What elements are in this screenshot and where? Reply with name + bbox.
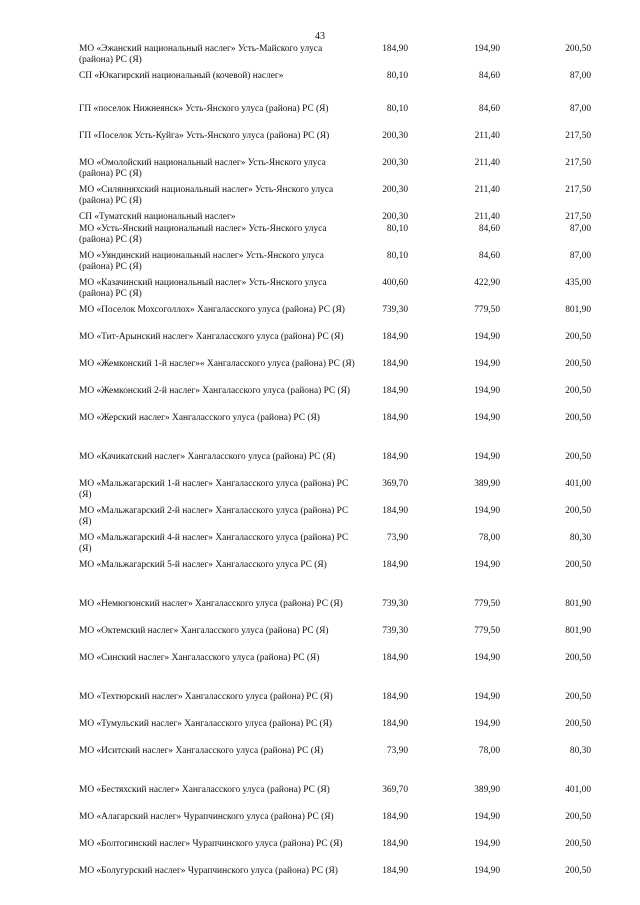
value-cell-1: 184,90 <box>382 812 408 822</box>
value-cell-3: 217,50 <box>565 158 591 168</box>
settlement-name: МО «Омолойский национальный наслег» Усть-Янского улуса (района) РС (Я) <box>79 158 326 180</box>
table-row <box>79 653 591 692</box>
settlement-name: МО «Жемконский 1-й наслег»« Хангаласского улуса (района) РС (Я) <box>79 359 355 369</box>
settlement-name: МО «Болтогинский наслег» Чурапчинского улуса (района) РС (Я) <box>79 839 343 849</box>
table-row <box>79 785 591 812</box>
value-cell-1: 73,90 <box>386 533 408 543</box>
value-cell-1: 184,90 <box>382 719 408 729</box>
table-row <box>79 305 591 332</box>
value-cell-2: 194,90 <box>474 692 500 702</box>
table-row <box>79 560 591 599</box>
table-row <box>79 278 591 305</box>
value-cell-2: 211,40 <box>474 158 500 168</box>
value-cell-2: 422,90 <box>474 278 500 288</box>
value-cell-3: 801,90 <box>565 305 591 315</box>
table-row <box>79 44 591 71</box>
value-cell-1: 184,90 <box>382 653 408 663</box>
value-cell-3: 200,50 <box>565 44 591 54</box>
value-cell-2: 194,90 <box>474 866 500 876</box>
value-cell-2: 84,60 <box>478 104 500 114</box>
settlement-name: ГП «поселок Нижнеянск» Усть-Янского улуса (района) РС (Я) <box>79 104 329 114</box>
settlement-name: МО «Мальжагарский 2-й наслег» Хангаласского улуса (района) РС (Я) <box>79 506 349 528</box>
table-row <box>79 224 591 251</box>
tariff-table <box>79 44 591 893</box>
settlement-name: МО «Немюгюнский наслег» Хангаласского улуса (района) РС (Я) <box>79 599 343 609</box>
value-cell-2: 194,90 <box>474 839 500 849</box>
value-cell-2: 389,90 <box>474 785 500 795</box>
value-cell-3: 87,00 <box>569 224 591 234</box>
value-cell-1: 200,30 <box>382 212 408 222</box>
value-cell-3: 200,50 <box>565 812 591 822</box>
table-row <box>79 506 591 533</box>
value-cell-3: 217,50 <box>565 212 591 222</box>
value-cell-1: 80,10 <box>386 224 408 234</box>
table-row <box>79 692 591 719</box>
settlement-name: ГП «Поселок Усть-Куйга» Усть-Янского улуса (района) РС (Я) <box>79 131 330 141</box>
value-cell-1: 184,90 <box>382 506 408 516</box>
value-cell-1: 80,10 <box>386 71 408 81</box>
value-cell-3: 80,30 <box>569 533 591 543</box>
table-row <box>79 158 591 185</box>
settlement-name: МО «Болугурский наслег» Чурапчинского улуса (района) РС (Я) <box>79 866 338 876</box>
value-cell-1: 400,60 <box>382 278 408 288</box>
value-cell-3: 217,50 <box>565 185 591 195</box>
table-row <box>79 104 591 131</box>
value-cell-3: 200,50 <box>565 413 591 423</box>
value-cell-1: 184,90 <box>382 413 408 423</box>
value-cell-3: 200,50 <box>565 719 591 729</box>
value-cell-1: 369,70 <box>382 479 408 489</box>
value-cell-2: 194,90 <box>474 452 500 462</box>
settlement-name: СП «Туматский национальный наслег» <box>79 212 236 222</box>
settlement-name: МО «Мальжагарский 5-й наслег» Хангаласского улуса РС (Я) <box>79 560 327 570</box>
value-cell-1: 80,10 <box>386 251 408 261</box>
table-row <box>79 719 591 746</box>
value-cell-3: 200,50 <box>565 866 591 876</box>
value-cell-2: 194,90 <box>474 359 500 369</box>
value-cell-3: 80,30 <box>569 746 591 756</box>
table-row <box>79 452 591 479</box>
settlement-name: МО «Тит-Арынский наслег» Хангаласского улуса (района) РС (Я) <box>79 332 344 342</box>
table-row <box>79 386 591 413</box>
value-cell-1: 739,30 <box>382 305 408 315</box>
table-row <box>79 839 591 866</box>
settlement-name: МО «Поселок Мохсоголлох» Хангаласского улуса (района) РС (Я) <box>79 305 345 315</box>
value-cell-2: 194,90 <box>474 386 500 396</box>
value-cell-2: 779,50 <box>474 626 500 636</box>
value-cell-3: 200,50 <box>565 839 591 849</box>
table-row <box>79 533 591 560</box>
settlement-name: МО «Силянняхский национальный наслег» Усть-Янского улуса (района) РС (Я) <box>79 185 334 207</box>
value-cell-1: 184,90 <box>382 452 408 462</box>
value-cell-1: 200,30 <box>382 185 408 195</box>
value-cell-2: 78,00 <box>478 746 500 756</box>
settlement-name: МО «Октемский наслег» Хангаласского улуса (района) РС (Я) <box>79 626 329 636</box>
table-row <box>79 866 591 893</box>
value-cell-2: 84,60 <box>478 251 500 261</box>
settlement-name: МО «Эжанский национальный наслег» Усть-Майского улуса (района) РС (Я) <box>79 44 323 66</box>
value-cell-1: 184,90 <box>382 560 408 570</box>
table-row <box>79 812 591 839</box>
value-cell-2: 194,90 <box>474 332 500 342</box>
value-cell-2: 389,90 <box>474 479 500 489</box>
value-cell-3: 200,50 <box>565 653 591 663</box>
value-cell-3: 801,90 <box>565 626 591 636</box>
value-cell-3: 801,90 <box>565 599 591 609</box>
value-cell-2: 78,00 <box>478 533 500 543</box>
table-row <box>79 131 591 158</box>
value-cell-3: 401,00 <box>565 785 591 795</box>
value-cell-1: 200,30 <box>382 131 408 141</box>
value-cell-1: 184,90 <box>382 839 408 849</box>
value-cell-3: 200,50 <box>565 386 591 396</box>
table-row <box>79 746 591 785</box>
value-cell-1: 184,90 <box>382 44 408 54</box>
table-body <box>79 44 591 893</box>
value-cell-3: 87,00 <box>569 104 591 114</box>
value-cell-2: 194,90 <box>474 653 500 663</box>
value-cell-3: 401,00 <box>565 479 591 489</box>
settlement-name: МО «Мальжагарский 1-й наслег» Хангаласского улуса (района) РС (Я) <box>79 479 349 501</box>
value-cell-3: 200,50 <box>565 359 591 369</box>
value-cell-1: 80,10 <box>386 104 408 114</box>
value-cell-2: 194,90 <box>474 506 500 516</box>
settlement-name: МО «Техтюрский наслег» Хангаласского улуса (района) РС (Я) <box>79 692 333 702</box>
value-cell-3: 200,50 <box>565 506 591 516</box>
value-cell-1: 184,90 <box>382 866 408 876</box>
settlement-name: МО «Усть-Янский национальный наслег» Усть-Янского улуса (района) РС (Я) <box>79 224 327 246</box>
table-row <box>79 251 591 278</box>
value-cell-2: 211,40 <box>474 131 500 141</box>
value-cell-3: 435,00 <box>565 278 591 288</box>
table-row <box>79 212 591 224</box>
value-cell-1: 184,90 <box>382 692 408 702</box>
value-cell-1: 184,90 <box>382 332 408 342</box>
value-cell-3: 87,00 <box>569 251 591 261</box>
value-cell-2: 779,50 <box>474 599 500 609</box>
settlement-name: МО «Жемконский 2-й наслег» Хангаласского улуса (района) РС (Я) <box>79 386 351 396</box>
value-cell-3: 200,50 <box>565 560 591 570</box>
settlement-name: МО «Качикатский наслег» Хангаласского улуса (района) РС (Я) <box>79 452 336 462</box>
value-cell-2: 194,90 <box>474 560 500 570</box>
value-cell-3: 200,50 <box>565 452 591 462</box>
table-row <box>79 332 591 359</box>
settlement-name: МО «Тумульский наслег» Хангаласского улуса (района) РС (Я) <box>79 719 333 729</box>
value-cell-1: 739,30 <box>382 626 408 636</box>
value-cell-2: 779,50 <box>474 305 500 315</box>
table-row <box>79 599 591 626</box>
value-cell-1: 369,70 <box>382 785 408 795</box>
settlement-name: МО «Алагарский наслег» Чурапчинского улуса (района) РС (Я) <box>79 812 334 822</box>
value-cell-1: 200,30 <box>382 158 408 168</box>
table-row <box>79 359 591 386</box>
settlement-name: МО «Иситский наслег» Хангаласского улуса (района) РС (Я) <box>79 746 324 756</box>
table-row <box>79 413 591 452</box>
value-cell-2: 194,90 <box>474 812 500 822</box>
settlement-name: СП «Юкагирский национальный (кочевой) наслег» <box>79 71 284 81</box>
value-cell-3: 200,50 <box>565 692 591 702</box>
value-cell-1: 739,30 <box>382 599 408 609</box>
page-number: 43 <box>315 31 325 42</box>
value-cell-2: 84,60 <box>478 224 500 234</box>
table-row <box>79 185 591 212</box>
settlement-name: МО «Мальжагарский 4-й наслег» Хангаласского улуса (района) РС (Я) <box>79 533 349 555</box>
value-cell-2: 194,90 <box>474 719 500 729</box>
value-cell-2: 211,40 <box>474 185 500 195</box>
value-cell-3: 87,00 <box>569 71 591 81</box>
settlement-name: МО «Казачинский национальный наслег» Усть-Янского улуса (района) РС (Я) <box>79 278 327 300</box>
value-cell-3: 217,50 <box>565 131 591 141</box>
table-row <box>79 71 591 104</box>
value-cell-1: 73,90 <box>386 746 408 756</box>
settlement-name: МО «Жерский наслег» Хангаласского улуса (района) РС (Я) <box>79 413 320 423</box>
settlement-name: МО «Бестяхский наслег» Хангаласского улуса (района) РС (Я) <box>79 785 330 795</box>
value-cell-2: 194,90 <box>474 44 500 54</box>
value-cell-2: 194,90 <box>474 413 500 423</box>
value-cell-2: 211,40 <box>474 212 500 222</box>
value-cell-1: 184,90 <box>382 359 408 369</box>
settlement-name: МО «Синский наслег» Хангаласского улуса (района) РС (Я) <box>79 653 320 663</box>
table-row <box>79 479 591 506</box>
table-row <box>79 626 591 653</box>
settlement-name: МО «Уяндинский национальный наслег» Усть-Янского улуса (района) РС (Я) <box>79 251 324 273</box>
value-cell-2: 84,60 <box>478 71 500 81</box>
value-cell-3: 200,50 <box>565 332 591 342</box>
value-cell-1: 184,90 <box>382 386 408 396</box>
